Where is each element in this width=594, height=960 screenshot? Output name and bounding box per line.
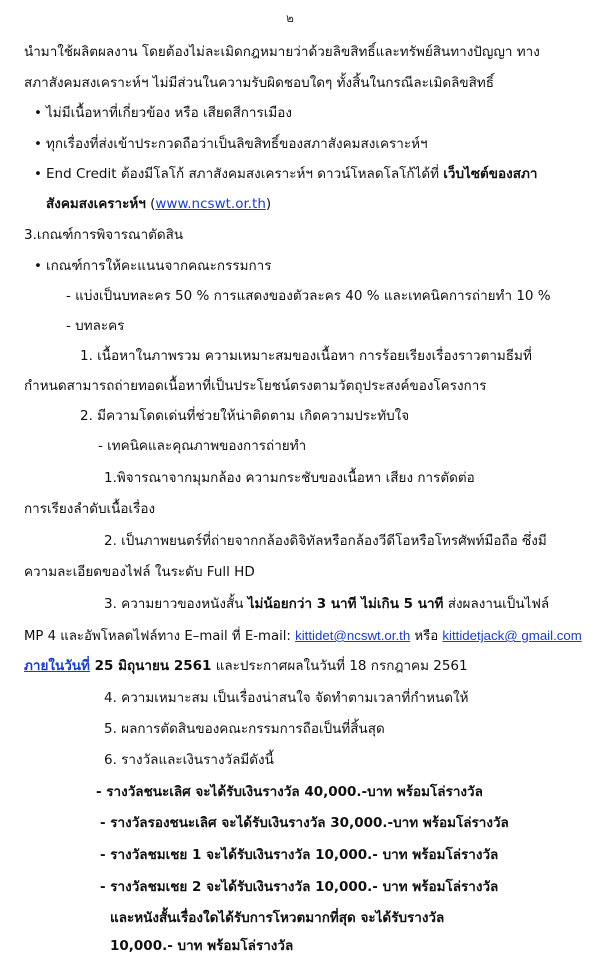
end-credit-line-2 (46, 198, 271, 212)
tech-1-line-2: การเรียงลำดับเนื้อเรื่อง (24, 501, 156, 517)
url-open-paren: ( (145, 196, 156, 212)
score-split: - แบ่งเป็นบทละคร 50 % การแสดงของตัวละคร 40 % และเทคนิคการถ่ายทำ 10 % (66, 288, 551, 304)
item-6: 6. รางวัลและเงินรางวัลมีดังนี้ (104, 752, 274, 768)
item-1-line-2: กำหนดสามารถถ่ายทอดเนื้อหาที่เป็นประโยชน์ตรงตามวัตถุประสงค์ของโครงการ (24, 378, 487, 394)
tech-1-line-1: 1.พิจารณาจากมุมกล้อง ความกระชับของเนื้อหา เสียง การตัดต่อ (104, 470, 475, 486)
url-close-paren: ) (265, 196, 272, 212)
section-3-heading: 3.เกณฑ์การพิจารณาตัดสิน (24, 227, 184, 243)
bullet-copyright: • ทุกเรื่องที่ส่งเข้าประกวดถือว่าเป็นลิขสิทธิ์ของสภาสังคมสงเคราะห์ฯ (46, 138, 428, 152)
length-rule (104, 598, 549, 612)
deadline-date: 25 มิถุนายน 2561 (89, 658, 212, 674)
deadline-line (24, 660, 468, 674)
length-rule-end: ส่งผลงานเป็นไฟล์ (443, 596, 550, 612)
bullet-end-credit (46, 168, 537, 182)
bullet-no-politics: • ไม่มีเนื้อหาที่เกี่ยวข้อง หรือ เสียดสีการเมือง (46, 107, 292, 121)
tech-2-line-2: ความละเอียดของไฟล์ ในระดับ Full HD (24, 564, 255, 580)
popular-vote-prize: และหนังสั้นเรื่องใดได้รับการโหวตมากที่สุด จะได้รับรางวัล (110, 910, 445, 926)
prize-1st: - รางวัลชนะเลิศ จะได้รับเงินรางวัล 40,000.-บาท พร้อมโล่รางวัล (96, 784, 483, 800)
tech-2-line-1: 2. เป็นภาพยนตร์ที่ถ่ายจากกล้องดิจิทัลหรือกล้องวีดีโอหรือโทรศัพท์มือถือ ซึ่งมี (104, 533, 547, 549)
page-number: ๒ (286, 11, 294, 25)
submission-text: MP 4 และอัพโหลดไฟล์ทาง E–mail ที่ E-mail: (24, 629, 296, 644)
length-rule-text: 3. ความยาวของหนังสั้น (104, 596, 248, 612)
length-rule-duration: ไม่น้อยกว่า 3 นาที ไม่เกิน 5 นาที (247, 596, 444, 612)
prize-2nd: - รางวัลรองชนะเลิศ จะได้รับเงินรางวัล 30,000.-บาท พร้อมโล่รางวัล (100, 815, 509, 831)
item-4: 4. ความเหมาะสม เป็นเรื่องน่าสนใจ จัดทำตามเวลาที่กำหนดให้ (104, 690, 469, 706)
popular-vote-amount: 10,000.- บาท พร้อมโล่รางวัล (110, 938, 294, 954)
scoring-criteria-bullet: • เกณฑ์การให้คะแนนจากคณะกรรมการ (46, 260, 272, 274)
script-heading: - บทละคร (66, 318, 125, 334)
end-credit-org-name: สังคมสงเคราะห์ฯ (46, 196, 146, 212)
item-5: 5. ผลการตัดสินของคณะกรรมการถือเป็นที่สิ้นสุด (104, 721, 385, 737)
end-credit-text: End Credit ต้องมีโลโก้ สภาสังคมสงเคราะห์ฯ ดาวน์โหลดโลโก้ได้ที่ (46, 166, 444, 182)
email-link-2[interactable]: kittidetjack@ gmail.com (442, 628, 582, 643)
submission-line (24, 629, 582, 643)
end-credit-website-label: เว็บไซต์ของสภา (443, 166, 538, 182)
announcement-date: และประกาศผลในวันที่ 18 กรกฎาคม 2561 (211, 658, 468, 674)
email-or: หรือ (410, 629, 443, 644)
prize-honorable-1: - รางวัลชมเชย 1 จะได้รับเงินรางวัล 10,000.- บาท พร้อมโล่รางวัล (100, 847, 499, 863)
website-link[interactable]: www.ncswt.or.th (155, 196, 266, 212)
prize-honorable-2: - รางวัลชมเชย 2 จะได้รับเงินรางวัล 10,000.- บาท พร้อมโล่รางวัล (100, 879, 499, 895)
technique-heading: - เทคนิคและคุณภาพของการถ่ายทำ (98, 438, 307, 454)
item-1-line-1: 1. เนื้อหาในภาพรวม ความเหมาะสมของเนื้อหา การร้อยเรียงเรื่องราวตามธีมที่ (80, 348, 532, 364)
email-link-1[interactable]: kittidet@ncswt.or.th (295, 628, 411, 643)
deadline-label: ภายในวันที่ (24, 658, 90, 674)
item-2: 2. มีความโดดเด่นที่ช่วยให้น่าติดตาม เกิดความประทับใจ (80, 408, 410, 424)
intro-line-2: สภาสังคมสงเคราะห์ฯ ไม่มีส่วนในความรับผิดชอบใดๆ ทั้งสิ้นในกรณีละเมิดลิขสิทธิ์ (24, 75, 495, 91)
intro-line-1: นำมาใช้ผลิตผลงาน โดยต้องไม่ละเมิดกฎหมายว่าด้วยลิขสิทธิ์และทรัพย์สินทางปัญญา ทาง (24, 44, 540, 60)
